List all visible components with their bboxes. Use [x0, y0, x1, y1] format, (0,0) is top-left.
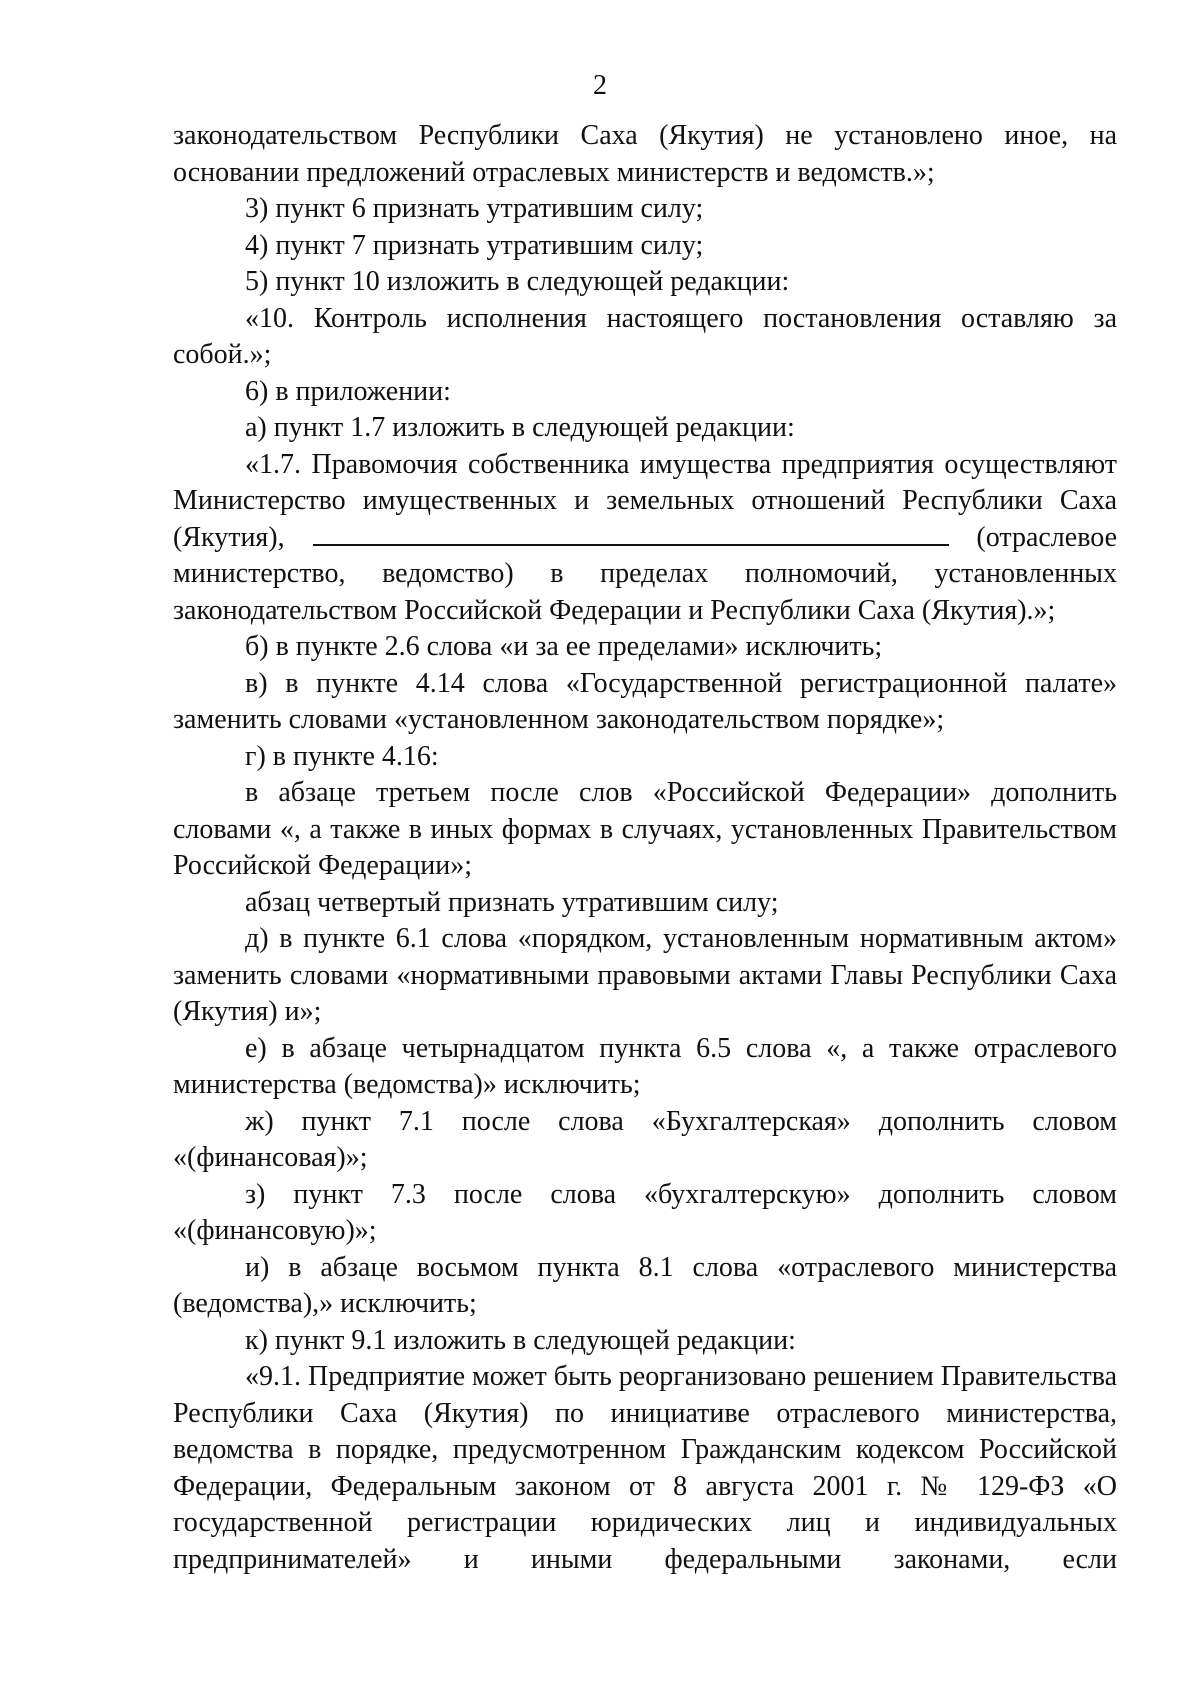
- paragraph-text-before-blank: «1.7. Правомочия собственника имущества предприятия осуществляют Министерство имущественных и земельных отношений Республики Саха (Якутия),: [173, 448, 1117, 553]
- paragraph: «10. Контроль исполнения настоящего постановления оставляю за собой.»;: [173, 302, 1117, 370]
- paragraph: в) в пункте 4.14 слова «Государственной регистрационной палате» заменить словами «установленном законодательством порядке»;: [173, 667, 1117, 735]
- paragraph: г) в пункте 4.16:: [245, 740, 439, 772]
- paragraph: з) пункт 7.3 после слова «бухгалтерскую» дополнить словом «(финансовую)»;: [173, 1178, 1117, 1246]
- paragraph: в абзаце третьем после слов «Российской Федерации» дополнить словами «, а также в иных формах в случаях, установленных Правительством Российской Федерации»;: [173, 777, 1117, 881]
- paragraph: д) в пункте 6.1 слова «порядком, установленным нормативным актом» заменить словами «нормативными правовыми актами Главы Республики Саха (Якутия) и»;: [173, 923, 1117, 1027]
- paragraph: 3) пункт 6 признать утратившим силу;: [245, 193, 704, 224]
- fill-in-blank-line: [313, 520, 949, 546]
- document-body: [173, 118, 1117, 1578]
- paragraph: е) в абзаце четырнадцатом пункта 6.5 слова «, а также отраслевого министерства (ведомства)» исключить;: [173, 1032, 1117, 1100]
- paragraph: законодательством Республики Саха (Якутия) не установлено иное, на основании предложений отраслевых министерств и ведомств.»;: [173, 120, 1117, 188]
- paragraph: 5) пункт 10 изложить в следующей редакции:: [245, 266, 790, 297]
- paragraph: ж) пункт 7.1 после слова «Бухгалтерская» дополнить словом «(финансовая)»;: [173, 1105, 1117, 1173]
- paragraph: 6) в приложении:: [245, 375, 451, 407]
- paragraph: б) в пункте 2.6 слова «и за ее пределами» исключить;: [245, 631, 883, 662]
- paragraph: а) пункт 1.7 изложить в следующей редакции:: [245, 412, 795, 443]
- paragraph: 4) пункт 7 признать утратившим силу;: [245, 229, 704, 261]
- paragraph-continues: «9.1. Предприятие может быть реорганизовано решением Правительства Республики Саха (Якутия) по инициативе отраслевого министерства, ведомства в порядке, предусмотренном Гражданским кодексом Российской Федерации, Федеральным законом от 8 августа 2001 г. № 129-ФЗ «О государственной регистрации юридических лиц и индивидуальных предпринимателей» и иными федеральными законами, если: [173, 1361, 1117, 1575]
- page-number: 2: [593, 70, 607, 101]
- paragraph: к) пункт 9.1 изложить в следующей редакции:: [245, 1324, 796, 1356]
- paragraph: и) в абзаце восьмом пункта 8.1 слова «отраслевого министерства (ведомства),» исключить;: [173, 1251, 1117, 1319]
- paragraph: абзац четвертый признать утратившим силу;: [245, 886, 779, 918]
- paragraph-text-after-blank: (отраслевое министерство, ведомство) в пределах полномочий, установленных законодательством Российской Федерации и Республики Саха (Якутия).»;: [173, 521, 1118, 626]
- paragraph-with-blank: [173, 447, 1117, 630]
